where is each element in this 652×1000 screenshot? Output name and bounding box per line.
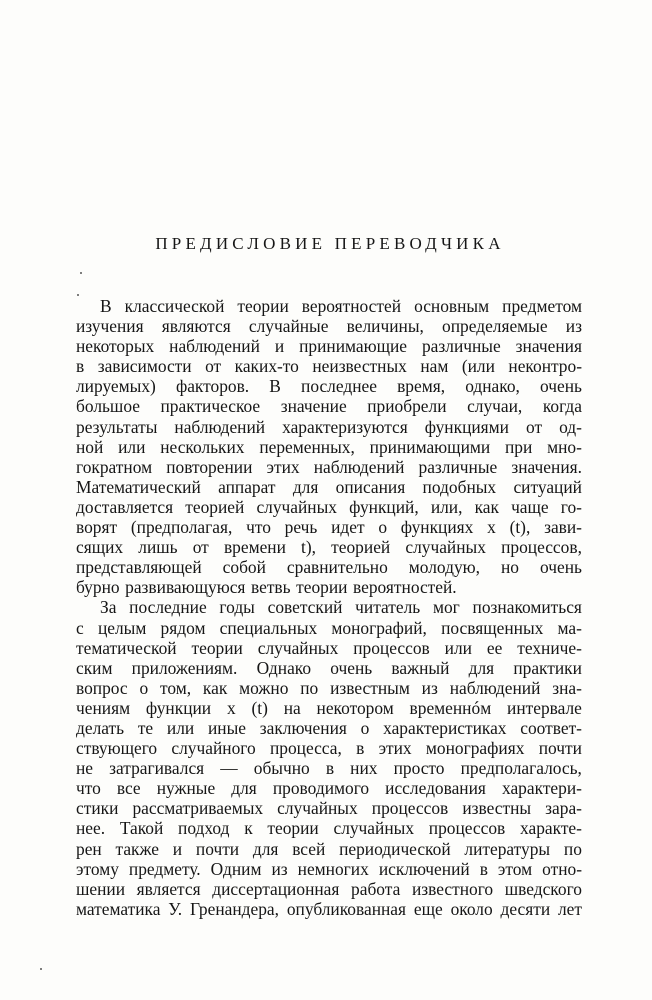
text-line	[76, 899, 582, 919]
word: характеризуются	[282, 416, 408, 437]
word: (t)	[251, 697, 268, 718]
word: зависимости	[97, 356, 192, 377]
word: развивающуюся	[125, 577, 246, 598]
word: наблюдений	[174, 416, 266, 437]
word: некотором	[316, 697, 394, 718]
word: по	[563, 838, 582, 859]
word: различные	[421, 336, 501, 357]
word: некоторых	[76, 336, 155, 357]
word: подобных	[422, 476, 497, 497]
word: характе-	[520, 818, 582, 839]
word: подход	[178, 818, 230, 839]
word: из	[421, 677, 438, 698]
word: принимающими	[369, 436, 491, 457]
word: Одним	[210, 858, 262, 879]
word: что	[76, 778, 101, 799]
word: функции	[145, 697, 212, 718]
word: теорией	[331, 537, 391, 558]
word: но	[501, 557, 520, 578]
word: вероятностей	[301, 296, 402, 316]
word: посвященных	[441, 617, 544, 638]
word: ма-	[557, 617, 582, 638]
word: или	[166, 717, 195, 738]
word: к	[244, 818, 253, 839]
word: каких-то	[234, 356, 299, 377]
word: теории	[296, 577, 348, 598]
word: го-	[560, 496, 582, 517]
text-line	[76, 356, 582, 376]
word: Однако	[256, 657, 312, 678]
text-line	[76, 597, 582, 617]
word: предполагалось,	[460, 758, 582, 779]
word: представляющей	[76, 557, 202, 578]
word: значения.	[511, 456, 582, 477]
word: последние	[129, 597, 207, 618]
word: результаты	[76, 416, 158, 437]
word: идет	[331, 517, 365, 538]
word: что	[246, 517, 271, 538]
word: процессов	[353, 637, 430, 658]
word: мно-	[547, 436, 582, 457]
word: рассматриваемых	[132, 798, 264, 819]
word: t),	[301, 537, 317, 558]
word: этих	[378, 738, 412, 759]
word: монографий,	[331, 617, 427, 638]
word: на	[283, 697, 301, 718]
word: ствующего	[76, 738, 158, 759]
word: определяемые	[442, 316, 548, 337]
word: или	[118, 436, 146, 457]
word: У.	[168, 898, 183, 919]
word: как	[202, 677, 228, 698]
word: по	[300, 677, 319, 698]
word: функциях	[400, 517, 474, 538]
word: шведского	[504, 878, 582, 899]
word: В	[269, 376, 281, 397]
word: предмету.	[128, 858, 201, 879]
word: соответ-	[520, 717, 582, 738]
word: принимающие	[299, 336, 408, 357]
word: при	[505, 436, 533, 457]
word: неизвестных	[312, 356, 407, 377]
word: чениям	[76, 697, 131, 718]
word: стики	[76, 798, 119, 819]
word: когда	[542, 396, 582, 417]
text-line	[76, 557, 582, 577]
word: известны	[462, 798, 532, 819]
word: из	[565, 316, 582, 337]
word: классической	[124, 296, 225, 316]
word: молодую,	[408, 557, 481, 578]
text-line	[76, 396, 582, 416]
word: случайных	[256, 496, 337, 517]
word: этих	[266, 456, 300, 477]
word: в	[325, 758, 335, 779]
word: интервале	[507, 697, 582, 718]
word: сящих	[76, 537, 124, 558]
word: нескольких	[160, 436, 245, 457]
word: аппарат	[218, 476, 276, 497]
word: те	[137, 717, 154, 738]
word: наблюдений	[449, 677, 541, 698]
text-line	[76, 758, 582, 778]
word: характери-	[502, 778, 582, 799]
word: значения	[515, 336, 582, 357]
word: с	[76, 617, 84, 638]
word: нужные	[156, 778, 216, 799]
word: За	[100, 597, 117, 618]
word: опубликованная	[286, 898, 407, 919]
word: случайных	[333, 818, 415, 839]
word: основным	[414, 296, 490, 316]
word: десяти	[500, 898, 551, 919]
text-line	[76, 718, 582, 738]
word: времени	[223, 537, 286, 558]
word: как	[474, 496, 499, 517]
text-line	[76, 457, 582, 477]
print-speck	[40, 968, 42, 970]
body-text	[76, 296, 582, 919]
word: —	[220, 758, 238, 779]
word: нее.	[76, 818, 106, 839]
word: проводимого	[272, 778, 370, 799]
text-line	[76, 678, 582, 698]
word: ситуаций	[513, 476, 582, 497]
word: известным	[330, 677, 410, 698]
word: делать	[76, 717, 125, 738]
word: около	[450, 898, 493, 919]
word: них	[350, 758, 378, 779]
word: изучения	[76, 316, 144, 337]
word: исследования	[385, 778, 486, 799]
word: гократном	[76, 456, 153, 477]
word: Такой	[119, 818, 164, 839]
word: для	[468, 657, 495, 678]
word: случайных	[405, 537, 486, 558]
word: этому	[76, 858, 119, 879]
print-speck	[80, 272, 82, 274]
word: речь	[284, 517, 318, 538]
word: процессов	[428, 818, 506, 839]
word: читатель	[355, 597, 421, 618]
word: или	[444, 637, 472, 658]
word: периодической	[339, 838, 451, 859]
word: советский	[267, 597, 343, 618]
word: (t),	[509, 517, 531, 538]
word: о	[139, 677, 149, 698]
word: характеристиках	[383, 717, 507, 738]
word: работа	[351, 878, 401, 899]
word: процессов,	[501, 537, 582, 558]
text-line	[76, 798, 582, 818]
word: случайных	[257, 637, 339, 658]
word: о	[378, 517, 388, 538]
word: от	[192, 537, 209, 558]
word: просто	[393, 758, 445, 779]
word: важный	[391, 657, 450, 678]
word: зави-	[544, 517, 582, 538]
word: последнее	[301, 376, 377, 397]
word: от	[205, 356, 222, 377]
word: переменных,	[259, 436, 355, 457]
word: время,	[397, 376, 446, 397]
word: случайного	[171, 738, 256, 759]
word: описания	[335, 476, 406, 497]
word: очень	[330, 657, 373, 678]
word: для	[231, 778, 257, 799]
word: известного	[411, 878, 494, 899]
text-line	[76, 658, 582, 678]
word: приобрели	[367, 396, 447, 417]
word: Гренандера,	[189, 898, 280, 919]
word: можно	[239, 677, 289, 698]
word: x	[226, 697, 236, 718]
word: сравнительно	[286, 557, 388, 578]
word: для	[292, 476, 319, 497]
word: том,	[160, 677, 192, 698]
word: являются	[161, 316, 231, 337]
word: В	[100, 296, 112, 316]
text-line	[76, 618, 582, 638]
word: рен	[76, 838, 102, 859]
word: собой	[222, 557, 266, 578]
word: также	[115, 838, 160, 859]
word: доставляется	[76, 496, 174, 517]
word: теории	[191, 637, 243, 658]
word: (предполагая,	[130, 517, 233, 538]
word: случаи,	[467, 396, 523, 417]
text-line	[76, 376, 582, 396]
word: x	[487, 517, 496, 538]
word: почти	[538, 738, 582, 759]
word: повторении	[166, 456, 253, 477]
word: ее	[486, 637, 503, 658]
word: функций,	[349, 496, 419, 517]
word: приложениям.	[131, 657, 238, 678]
word: процесса,	[269, 738, 342, 759]
word: и	[172, 838, 183, 859]
text-line	[76, 698, 582, 718]
word: от	[526, 416, 543, 437]
text-line	[76, 336, 582, 356]
word: ветвь	[251, 577, 291, 598]
word: процессов	[371, 798, 449, 819]
word: очень	[540, 557, 582, 578]
word: лет	[557, 898, 582, 919]
word: техниче-	[517, 637, 582, 658]
word: нам	[420, 356, 449, 377]
text-line	[76, 738, 582, 758]
word: практики	[513, 657, 582, 678]
word: все	[116, 778, 141, 799]
word: наблюдений	[169, 336, 260, 357]
word: случайные	[248, 316, 329, 337]
word: и	[274, 336, 285, 357]
word: из	[271, 858, 288, 879]
word: предметом	[502, 296, 582, 316]
word: очень	[540, 376, 582, 397]
word: для	[252, 838, 279, 859]
text-line	[76, 638, 582, 658]
text-line	[76, 316, 582, 336]
word: однако,	[465, 376, 520, 397]
word: о	[360, 717, 370, 738]
word: немногих	[297, 858, 369, 879]
word: заключения	[259, 717, 347, 738]
word: математика	[76, 898, 161, 919]
word: вероятностей.	[353, 577, 457, 598]
word: чаще	[511, 496, 549, 517]
text-line	[76, 417, 582, 437]
word: целым	[97, 617, 147, 638]
text-line	[76, 296, 582, 316]
word: временнóм	[409, 697, 492, 718]
word: диссертационная	[212, 878, 340, 899]
word: почти	[195, 838, 240, 859]
word: наблюдений	[313, 456, 405, 477]
word: бурно	[76, 577, 120, 598]
word: мог	[432, 597, 460, 618]
word: годы	[219, 597, 255, 618]
text-line	[76, 859, 582, 879]
page-title: ПРЕДИСЛОВИЕ ПЕРЕВОДЧИКА	[155, 234, 505, 253]
print-speck	[77, 294, 79, 296]
text-line	[76, 437, 582, 457]
word: факторов.	[175, 376, 250, 397]
word: отно-	[542, 858, 582, 879]
word: не	[76, 758, 94, 779]
text-line	[76, 537, 582, 557]
word: или,	[430, 496, 463, 517]
word: исключений	[378, 858, 470, 879]
word: зара-	[545, 798, 582, 819]
word: всей	[292, 838, 326, 859]
word: ворят	[76, 517, 118, 538]
text-line	[76, 497, 582, 517]
word: в	[76, 356, 85, 377]
text-line	[76, 577, 582, 597]
word: в	[479, 858, 488, 879]
word: обычно	[253, 758, 310, 779]
word: теорией	[185, 496, 245, 517]
word: (или	[461, 356, 495, 377]
word: функциями	[424, 416, 509, 437]
word: специальных	[219, 617, 318, 638]
word: случайных	[277, 798, 358, 819]
word: шении	[76, 878, 126, 899]
word: практическое	[160, 396, 261, 417]
text-line	[76, 818, 582, 838]
text-line	[76, 778, 582, 798]
word: затрагивался	[109, 758, 205, 779]
word: еще	[413, 898, 443, 919]
word: од-	[559, 416, 582, 437]
word: рядом	[160, 617, 206, 638]
word: этом	[497, 858, 533, 879]
word: неконтро-	[508, 356, 582, 377]
text-line	[76, 517, 582, 537]
word: величины,	[346, 316, 424, 337]
word: иные	[207, 717, 246, 738]
word: ским	[76, 657, 113, 678]
word: теории	[237, 296, 289, 316]
word: Математический	[76, 476, 201, 497]
word: тематической	[76, 637, 177, 658]
word: ной	[76, 436, 104, 457]
text-line	[76, 839, 582, 859]
word: теории	[267, 818, 319, 839]
word: различные	[418, 456, 498, 477]
word: большое	[76, 396, 140, 417]
word: в	[356, 738, 365, 759]
word: является	[136, 878, 201, 899]
text-line	[76, 879, 582, 899]
word: лишь	[138, 537, 178, 558]
word: литературы	[464, 838, 551, 859]
text-line	[76, 477, 582, 497]
word: значение	[280, 396, 347, 417]
word: зна-	[552, 677, 582, 698]
word: вопрос	[76, 677, 128, 698]
word: лируемых)	[76, 376, 156, 397]
word: познакомиться	[472, 597, 582, 618]
word: монографиях	[425, 738, 525, 759]
